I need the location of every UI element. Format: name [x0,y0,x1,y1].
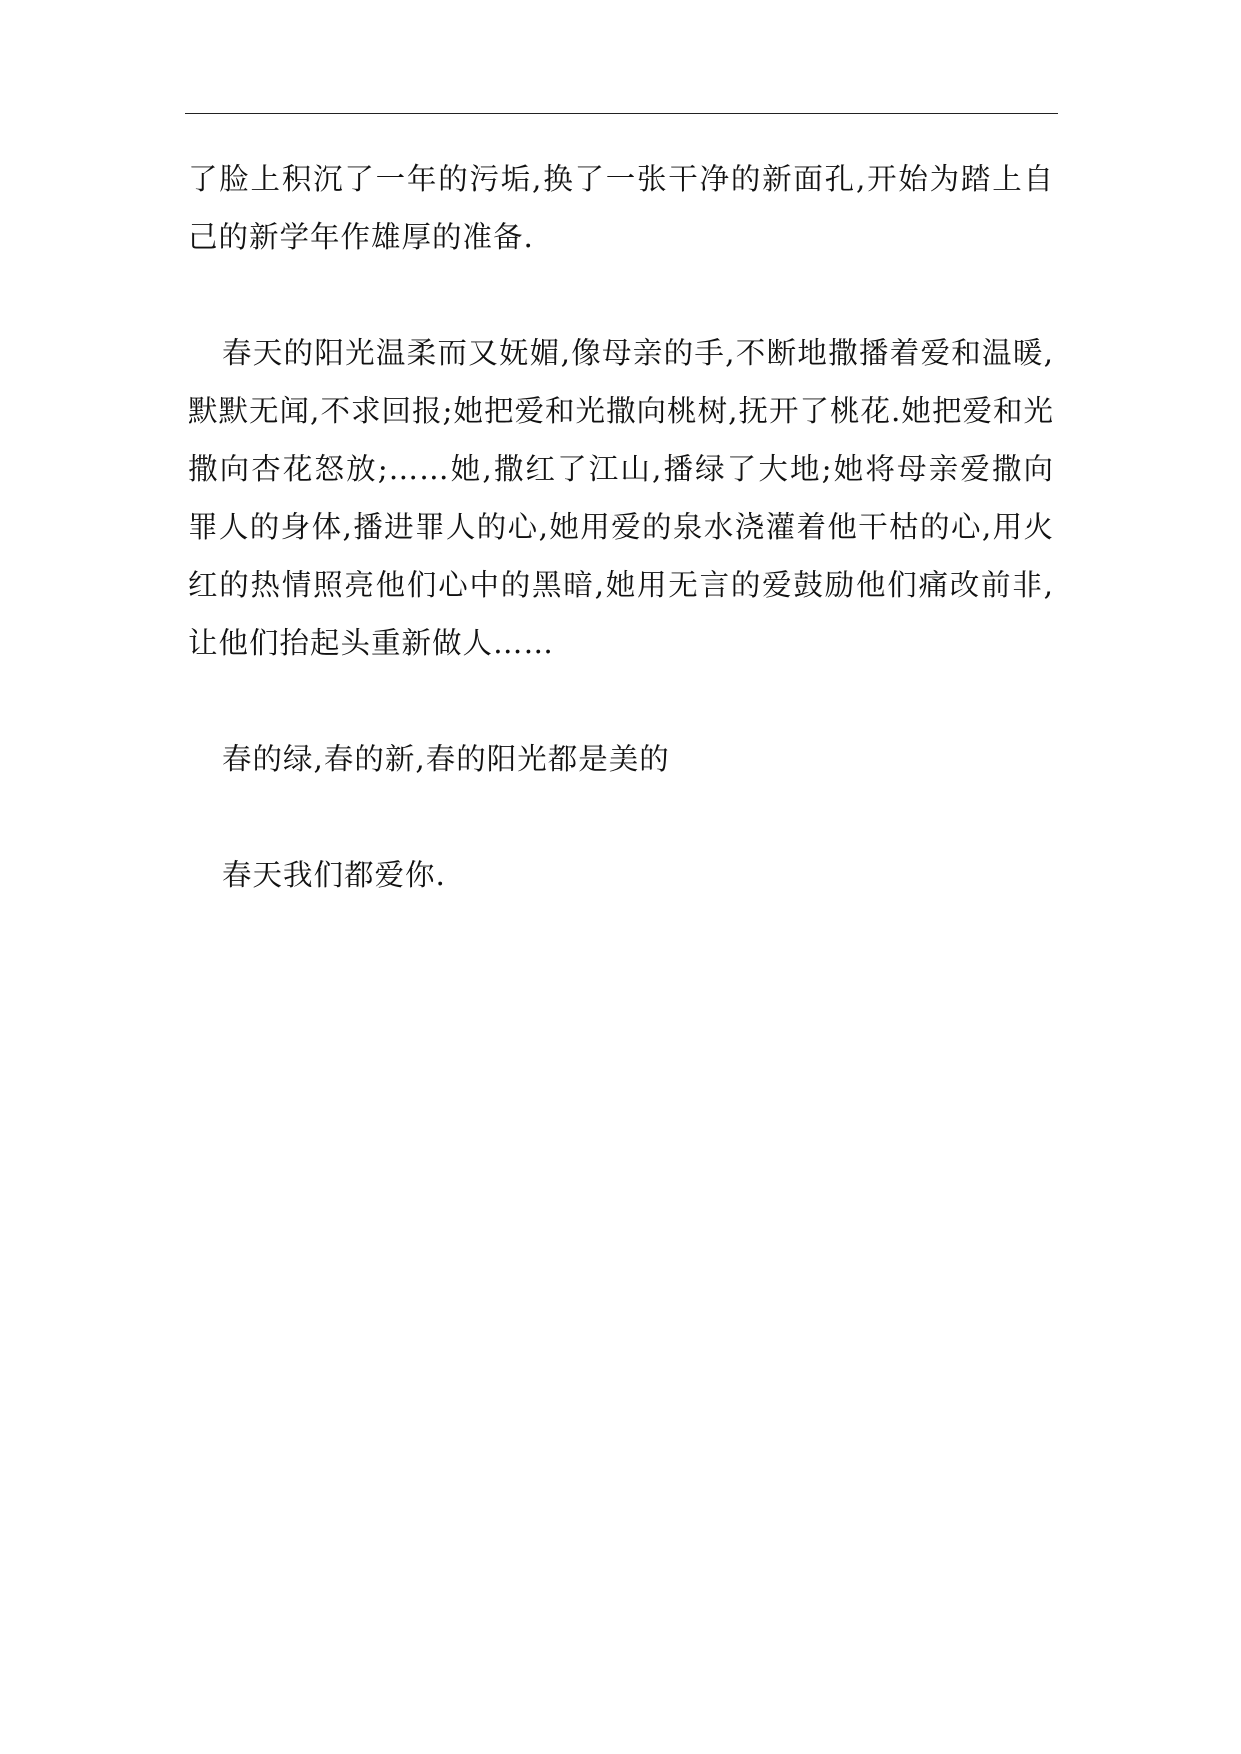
document-body [188,150,1054,904]
paragraph-spring-beauty: 春的绿,春的新,春的阳光都是美的 [222,742,670,776]
paragraph-closing: 春天我们都爱你. [222,858,446,892]
paragraph-continuation: 了脸上积沉了一年的污垢,换了一张干净的新面孔,开始为踏上自己的新学年作雄厚的准备. [188,162,1054,254]
header-divider [185,113,1058,114]
paragraph-spring-sunshine: 春天的阳光温柔而又妩媚,像母亲的手,不断地撒播着爱和温暖,默默无闻,不求回报;她把爱和光撒向桃树,抚开了桃花.她把爱和光撒向杏花怒放;……她,撒红了江山,播绿了大地;她将母亲爱撒向罪人的身体,播进罪人的心,她用爱的泉水浇灌着他干枯的心,用火红的热情照亮他们心中的黑暗,她用无言的爱鼓励他们痛改前非,让他们抬起头重新做人…… [188,336,1054,660]
